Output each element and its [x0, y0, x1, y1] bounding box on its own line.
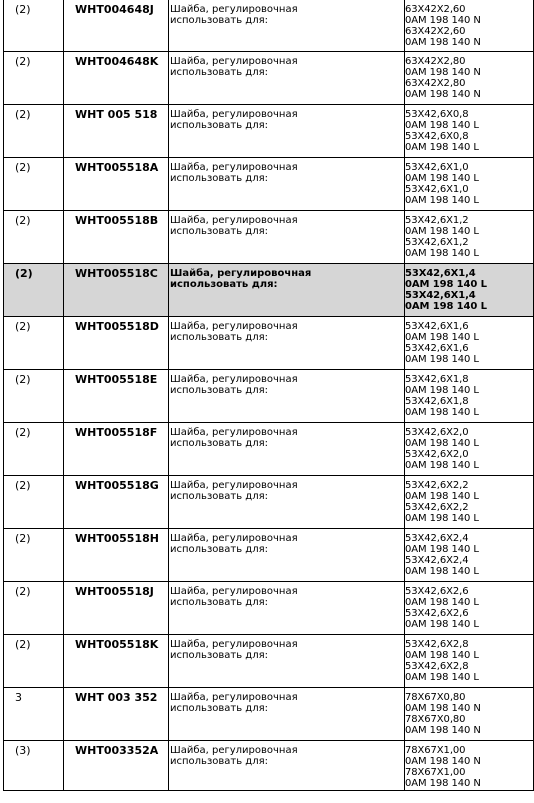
specification-line: 0AM 198 140 L: [405, 142, 479, 153]
specification-line: 0AM 198 140 L: [405, 650, 479, 661]
description-cell: [169, 370, 405, 423]
position-cell: [4, 0, 64, 52]
specification-line: 0AM 198 140 N: [405, 778, 481, 789]
specification-line: 0AM 198 140 L: [405, 513, 479, 524]
specification: [405, 264, 533, 312]
part-number: WHT005518C: [75, 267, 158, 280]
specification-cell: [405, 52, 534, 105]
description-cell: [169, 158, 405, 211]
position-number: (2): [15, 638, 31, 651]
description-line: использовать для:: [170, 67, 268, 78]
specification-cell: [405, 635, 534, 688]
position-number: (2): [15, 532, 31, 545]
description-cell: [169, 476, 405, 529]
specification-cell: [405, 317, 534, 370]
specification-line: 53X42,6X2,6: [405, 608, 469, 619]
specification: [405, 635, 533, 683]
position-number: (2): [15, 55, 31, 68]
part-number-cell: [64, 423, 169, 476]
specification-line: 0AM 198 140 L: [405, 407, 479, 418]
specification-line: 53X42,6X0,8: [405, 109, 469, 120]
description-line: использовать для:: [170, 226, 268, 237]
specification: [405, 211, 533, 259]
position-number: (2): [15, 3, 31, 16]
specification-cell: [405, 0, 534, 52]
table-row[interactable]: [4, 370, 534, 423]
specification-cell: [405, 264, 534, 317]
description: [169, 52, 404, 78]
description-line: Шайба, регулировочная: [170, 480, 298, 491]
position-number: (2): [15, 320, 31, 333]
part-number-cell: [64, 211, 169, 264]
position-cell: [4, 370, 64, 423]
part-number-cell: [64, 105, 169, 158]
description-cell: [169, 0, 405, 52]
specification-line: 0AM 198 140 L: [405, 460, 479, 471]
description: [169, 423, 404, 449]
specification-line: 53X42,6X2,0: [405, 427, 469, 438]
position-number: (2): [15, 214, 31, 227]
specification-line: 0AM 198 140 L: [405, 566, 479, 577]
position-number: (2): [15, 426, 31, 439]
part-number: WHT005518G: [75, 479, 159, 492]
position-cell: [4, 211, 64, 264]
description: [169, 635, 404, 661]
part-number-cell: [64, 529, 169, 582]
part-number-cell: [64, 688, 169, 741]
position-cell: [4, 158, 64, 211]
description: [169, 264, 404, 290]
specification-line: 53X42,6X0,8: [405, 131, 469, 142]
specification-line: 53X42,6X2,8: [405, 639, 469, 650]
description-line: Шайба, регулировочная: [170, 427, 298, 438]
description-line: использовать для:: [170, 120, 268, 131]
table-row[interactable]: [4, 582, 534, 635]
specification-line: 78X67X1,00: [405, 745, 466, 756]
specification: [405, 105, 533, 153]
description-cell: [169, 105, 405, 158]
description: [169, 317, 404, 343]
table-row[interactable]: [4, 635, 534, 688]
specification-line: 0AM 198 140 L: [405, 332, 479, 343]
part-number-cell: [64, 158, 169, 211]
position-cell: [4, 582, 64, 635]
specification-cell: [405, 688, 534, 741]
specification: [405, 52, 533, 100]
part-number-cell: [64, 741, 169, 791]
description-cell: [169, 423, 405, 476]
description-line: Шайба, регулировочная: [170, 162, 298, 173]
specification-line: 53X42,6X2,0: [405, 449, 469, 460]
specification-line: 53X42,6X2,4: [405, 555, 469, 566]
specification: [405, 317, 533, 365]
description: [169, 0, 404, 26]
specification-cell: [405, 370, 534, 423]
table-row[interactable]: [4, 158, 534, 211]
specification-line: 53X42,6X2,2: [405, 480, 469, 491]
description-line: Шайба, регулировочная: [170, 374, 298, 385]
description-line: использовать для:: [170, 756, 268, 767]
position-number: (2): [15, 161, 31, 174]
description-line: использовать для:: [170, 703, 268, 714]
specification-cell: [405, 211, 534, 264]
specification-line: 53X42,6X1,8: [405, 396, 469, 407]
specification-line: 0AM 198 140 L: [405, 301, 487, 312]
description-line: использовать для:: [170, 15, 268, 26]
specification-line: 0AM 198 140 L: [405, 195, 479, 206]
specification: [405, 688, 533, 736]
description-line: использовать для:: [170, 491, 268, 502]
table-row[interactable]: [4, 741, 534, 791]
part-number-cell: [64, 264, 169, 317]
specification-line: 53X42,6X1,6: [405, 343, 469, 354]
specification-line: 0AM 198 140 L: [405, 597, 479, 608]
table-row[interactable]: [4, 317, 534, 370]
part-number: WHT 003 352: [75, 691, 158, 704]
specification-line: 0AM 198 140 N: [405, 756, 481, 767]
position-cell: [4, 635, 64, 688]
position-number: (2): [15, 267, 33, 280]
part-number: WHT005518F: [75, 426, 158, 439]
position-cell: [4, 423, 64, 476]
specification-line: 53X42,6X1,8: [405, 374, 469, 385]
description-cell: [169, 635, 405, 688]
specification-line: 53X42,6X2,4: [405, 533, 469, 544]
position-cell: [4, 476, 64, 529]
description-cell: [169, 52, 405, 105]
description-line: использовать для:: [170, 332, 268, 343]
description-line: Шайба, регулировочная: [170, 268, 312, 279]
specification-line: 53X42,6X1,4: [405, 290, 476, 301]
specification-line: 78X67X0,80: [405, 692, 466, 703]
specification-line: 53X42,6X1,0: [405, 162, 469, 173]
description-cell: [169, 317, 405, 370]
specification-line: 53X42,6X1,2: [405, 237, 469, 248]
description-line: Шайба, регулировочная: [170, 321, 298, 332]
position-cell: [4, 688, 64, 741]
specification-line: 0AM 198 140 N: [405, 725, 481, 736]
specification-line: 0AM 198 140 L: [405, 248, 479, 259]
specification-line: 0AM 198 140 N: [405, 15, 481, 26]
specification-line: 0AM 198 140 L: [405, 672, 479, 683]
specification-line: 0AM 198 140 L: [405, 619, 479, 630]
part-number: WHT 005 518: [75, 108, 158, 121]
description-cell: [169, 741, 405, 791]
specification-cell: [405, 105, 534, 158]
specification-line: 53X42,6X2,2: [405, 502, 469, 513]
specification-line: 63X42X2,60: [405, 26, 466, 37]
description-line: Шайба, регулировочная: [170, 215, 298, 226]
specification-line: 0AM 198 140 L: [405, 354, 479, 365]
description-line: Шайба, регулировочная: [170, 639, 298, 650]
specification-cell: [405, 582, 534, 635]
specification-line: 0AM 198 140 N: [405, 67, 481, 78]
specification-line: 53X42,6X2,6: [405, 586, 469, 597]
position-cell: [4, 264, 64, 317]
description-line: использовать для:: [170, 438, 268, 449]
position-number: (2): [15, 585, 31, 598]
specification-line: 0AM 198 140 N: [405, 703, 481, 714]
part-number: WHT005518J: [75, 585, 154, 598]
description: [169, 741, 404, 767]
description-line: Шайба, регулировочная: [170, 586, 298, 597]
specification-line: 0AM 198 140 L: [405, 279, 487, 290]
parts-table: [3, 0, 534, 791]
description: [169, 370, 404, 396]
specification: [405, 158, 533, 206]
position-number: (2): [15, 479, 31, 492]
description: [169, 211, 404, 237]
description-cell: [169, 211, 405, 264]
description-line: Шайба, регулировочная: [170, 692, 298, 703]
specification-line: 63X42X2,80: [405, 78, 466, 89]
specification-line: 0AM 198 140 L: [405, 491, 479, 502]
part-number: WHT005518E: [75, 373, 158, 386]
part-number-cell: [64, 317, 169, 370]
specification-line: 0AM 198 140 L: [405, 120, 479, 131]
specification-cell: [405, 476, 534, 529]
specification-line: 53X42,6X1,6: [405, 321, 469, 332]
specification-line: 53X42,6X1,4: [405, 268, 476, 279]
specification: [405, 582, 533, 630]
specification-line: 0AM 198 140 L: [405, 544, 479, 555]
table-row[interactable]: [4, 52, 534, 105]
specification-line: 0AM 198 140 N: [405, 89, 481, 100]
part-number-cell: [64, 476, 169, 529]
part-number-cell: [64, 52, 169, 105]
specification-line: 53X42,6X1,2: [405, 215, 469, 226]
description-line: использовать для:: [170, 650, 268, 661]
specification-cell: [405, 423, 534, 476]
specification: [405, 370, 533, 418]
description-line: Шайба, регулировочная: [170, 533, 298, 544]
specification-line: 0AM 198 140 L: [405, 438, 479, 449]
specification: [405, 423, 533, 471]
description: [169, 582, 404, 608]
description-line: использовать для:: [170, 544, 268, 555]
description-line: Шайба, регулировочная: [170, 109, 298, 120]
specification-line: 78X67X1,00: [405, 767, 466, 778]
description-line: использовать для:: [170, 279, 278, 290]
specification-cell: [405, 158, 534, 211]
position-number: 3: [15, 691, 22, 704]
description-cell: [169, 264, 405, 317]
description-line: Шайба, регулировочная: [170, 56, 298, 67]
description-cell: [169, 582, 405, 635]
part-number: WHT005518H: [75, 532, 159, 545]
part-number: WHT005518B: [75, 214, 159, 227]
part-number: WHT005518D: [75, 320, 159, 333]
specification-cell: [405, 529, 534, 582]
position-number: (2): [15, 108, 31, 121]
description-line: использовать для:: [170, 597, 268, 608]
description: [169, 158, 404, 184]
description: [169, 105, 404, 131]
specification-line: 0AM 198 140 N: [405, 37, 481, 48]
specification-line: 0AM 198 140 L: [405, 385, 479, 396]
specification-line: 53X42,6X2,8: [405, 661, 469, 672]
specification-line: 0AM 198 140 L: [405, 173, 479, 184]
part-number-cell: [64, 635, 169, 688]
table-row[interactable]: [4, 105, 534, 158]
table-row[interactable]: [4, 688, 534, 741]
description-line: использовать для:: [170, 173, 268, 184]
position-cell: [4, 317, 64, 370]
table-row[interactable]: [4, 529, 534, 582]
part-number-cell: [64, 370, 169, 423]
position-number: (2): [15, 373, 31, 386]
specification-line: 63X42X2,60: [405, 4, 466, 15]
table-row[interactable]: [4, 476, 534, 529]
specification-line: 78X67X0,80: [405, 714, 466, 725]
part-number: WHT004648K: [75, 55, 159, 68]
description-cell: [169, 688, 405, 741]
position-number: (3): [15, 744, 31, 757]
part-number: WHT005518A: [75, 161, 159, 174]
specification-line: 53X42,6X1,0: [405, 184, 469, 195]
description: [169, 529, 404, 555]
parts-table-body: [4, 0, 534, 791]
part-number-cell: [64, 0, 169, 52]
specification-line: 63X42X2,80: [405, 56, 466, 67]
specification: [405, 741, 533, 789]
position-cell: [4, 105, 64, 158]
part-number-cell: [64, 582, 169, 635]
description-line: Шайба, регулировочная: [170, 745, 298, 756]
specification-cell: [405, 741, 534, 791]
description-cell: [169, 529, 405, 582]
part-number: WHT005518K: [75, 638, 159, 651]
table-row[interactable]: [4, 264, 534, 317]
position-cell: [4, 529, 64, 582]
description: [169, 688, 404, 714]
specification: [405, 476, 533, 524]
specification: [405, 0, 533, 48]
part-number: WHT003352A: [75, 744, 159, 757]
specification: [405, 529, 533, 577]
table-row[interactable]: [4, 0, 534, 52]
part-number: WHT004648J: [75, 3, 154, 16]
description-line: использовать для:: [170, 385, 268, 396]
position-cell: [4, 741, 64, 791]
position-cell: [4, 52, 64, 105]
table-row[interactable]: [4, 211, 534, 264]
description: [169, 476, 404, 502]
description-line: Шайба, регулировочная: [170, 4, 298, 15]
table-row[interactable]: [4, 423, 534, 476]
specification-line: 0AM 198 140 L: [405, 226, 479, 237]
